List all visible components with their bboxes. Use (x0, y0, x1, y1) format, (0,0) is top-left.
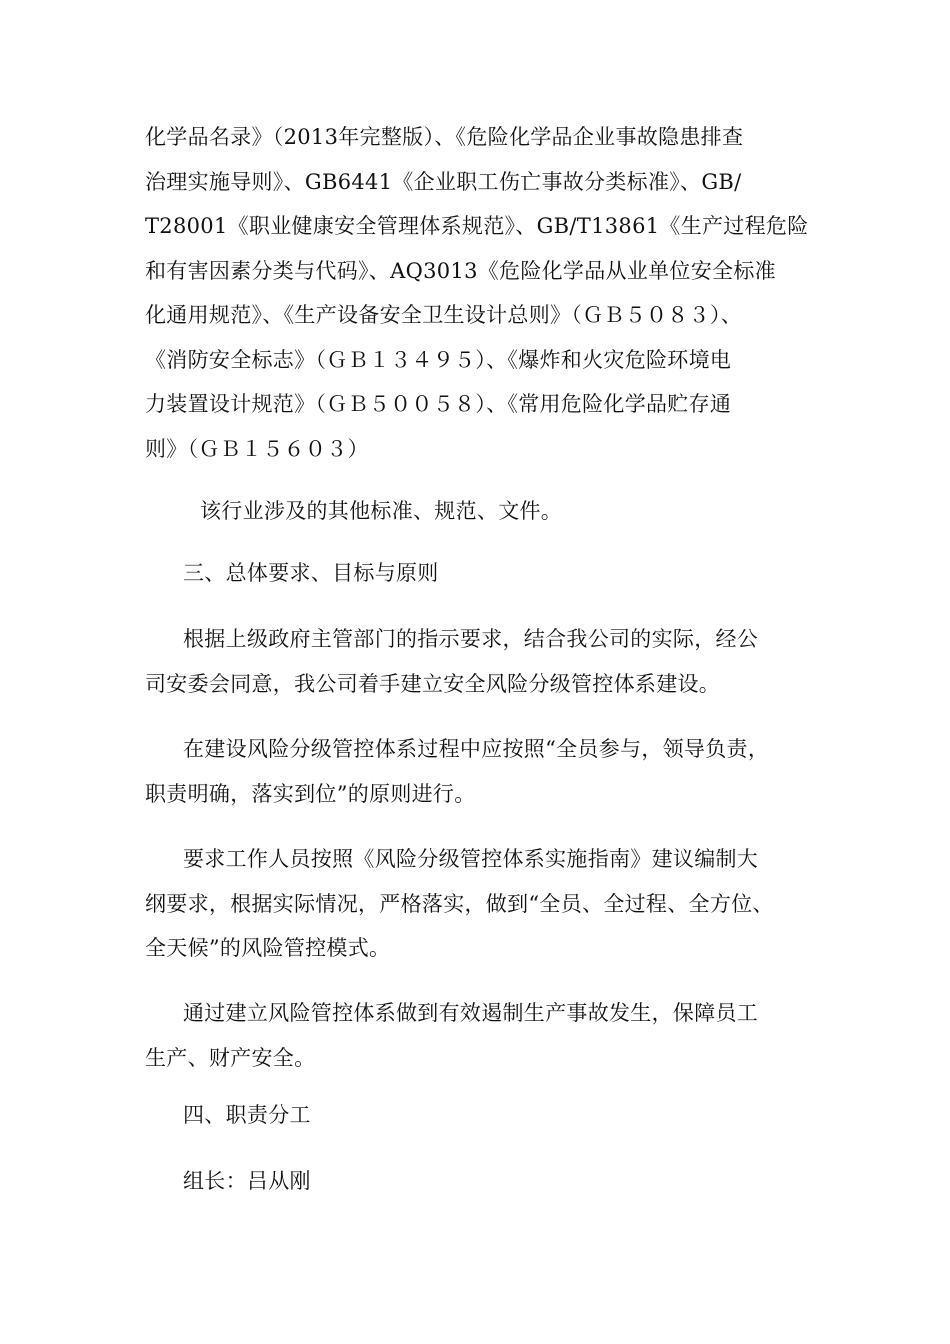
paragraph-line: T28001《职业健康安全管理体系规范》、GB/T13861《生产过程危险 (145, 214, 809, 238)
paragraph-line: 《消防安全标志》（ＧＢ１３４９５）、《爆炸和火灾危险环境电 (145, 347, 732, 372)
section-3-heading (183, 551, 823, 596)
paragraph-line: 根据上级政府主管部门的指示要求，结合我公司的实际，经公 (183, 627, 759, 651)
paragraph-line: 该行业涉及的其他标准、规范、文件。 (200, 499, 563, 523)
basis-paragraph (145, 617, 815, 706)
other-standards-paragraph (200, 489, 870, 534)
heading-text: 四、职责分工 (183, 1103, 311, 1127)
paragraph-line: 化通用规范》、《生产设备安全卫生设计总则》（ＧＢ５０８３）、 (145, 303, 742, 327)
team-leader-line (183, 1159, 823, 1204)
leader-text: 组长：吕从刚 (183, 1169, 311, 1193)
paragraph-line: 全天候”的风险管控模式。 (145, 936, 391, 960)
principle-paragraph (145, 727, 815, 816)
paragraph-line: 职责明确，落实到位”的原则进行。 (145, 781, 476, 806)
heading-text: 三、总体要求、目标与原则 (183, 561, 439, 585)
paragraph-line: 和有害因素分类与代码》、AQ3013《危险化学品从业单位安全标准 (145, 258, 776, 283)
reference-standards-paragraph (145, 115, 815, 471)
paragraph-line: 司安委会同意，我公司着手建立安全风险分级管控体系建设。 (145, 671, 721, 696)
paragraph-line: 治理实施导则》、GB6441《企业职工伤亡事故分类标准》、GB/ (145, 169, 742, 194)
paragraph-line: 通过建立风险管控体系做到有效遏制生产事故发生，保障员工 (183, 1001, 759, 1025)
paragraph-line: 要求工作人员按照《风险分级管控体系实施指南》建议编制大 (183, 847, 759, 871)
paragraph-line: 力装置设计规范》（ＧＢ５００５８）、《常用危险化学品贮存通 (145, 392, 732, 416)
section-4-heading (183, 1093, 823, 1138)
paragraph-line: 在建设风险分级管控体系过程中应按照“全员参与，领导负责， (183, 737, 770, 761)
requirement-paragraph (145, 837, 815, 971)
paragraph-line: 则》（ＧＢ１５６０３） (145, 436, 369, 461)
paragraph-line: 生产、财产安全。 (145, 1045, 316, 1070)
goal-paragraph (145, 991, 815, 1080)
paragraph-line: 化学品名录》（2013年完整版）、《危险化学品企业事故隐患排查 (145, 125, 744, 149)
paragraph-line: 纲要求，根据实际情况，严格落实，做到“全员、全过程、全方位、 (145, 891, 774, 916)
